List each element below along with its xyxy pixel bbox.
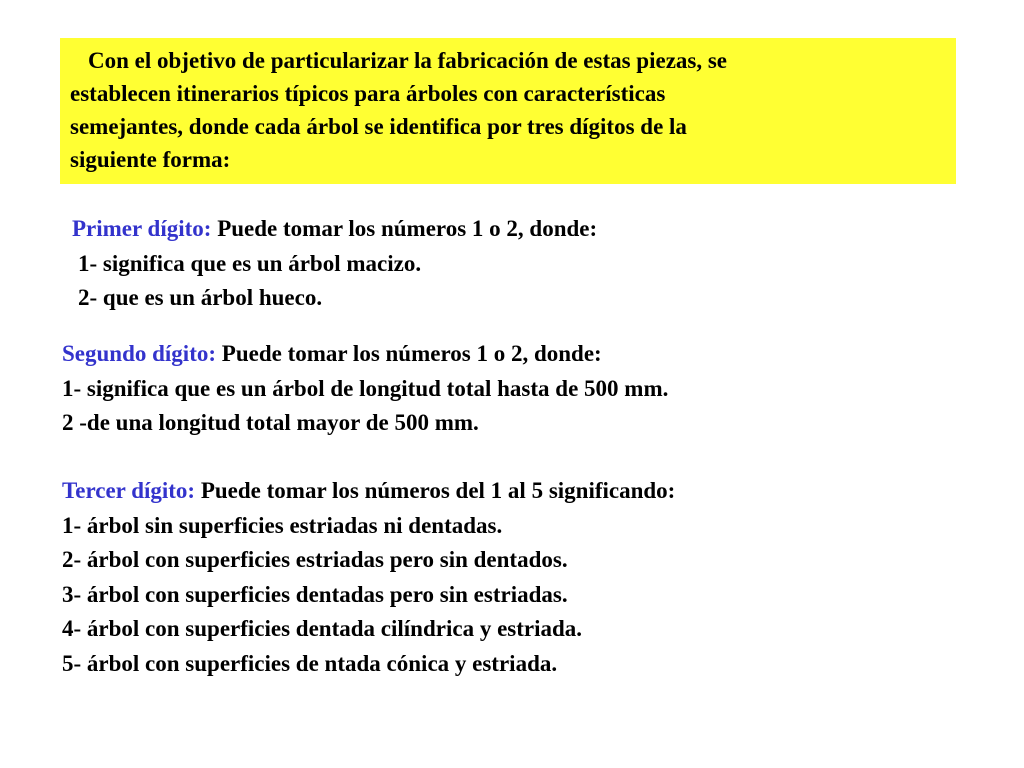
list-item: 3- árbol con superficies dentadas pero sin estriadas. (62, 581, 568, 607)
intro-line: semejantes, donde cada árbol se identifica por tres dígitos de la (70, 114, 687, 139)
intro-line: Con el objetivo de particularizar la fabricación de estas piezas, se (88, 48, 728, 73)
list-item: 2- que es un árbol hueco. (78, 285, 323, 310)
section-heading (62, 474, 675, 509)
list-item: 1- significa que es un árbol macizo. (78, 250, 422, 276)
first-digit-label: Primer dígito: (72, 216, 212, 241)
list-item: 4- árbol con superficies dentada cilíndrica y estriada. (62, 616, 583, 641)
list-item: 2 -de una longitud total mayor de 500 mm. (62, 410, 479, 435)
intro-highlight-box (60, 38, 956, 184)
second-digit-section (62, 337, 668, 441)
third-digit-section (62, 474, 675, 681)
section-heading (62, 337, 668, 372)
second-digit-description: Puede tomar los números 1 o 2, donde: (216, 341, 602, 366)
list-item: 2- árbol con superficies estriadas pero sin dentados. (62, 547, 568, 572)
first-digit-section (72, 212, 597, 316)
third-digit-description: Puede tomar los números del 1 al 5 significando: (195, 478, 676, 503)
list-item: 1- significa que es un árbol de longitud total hasta de 500 mm. (62, 375, 669, 401)
third-digit-label: Tercer dígito: (62, 478, 196, 503)
list-item: 1- árbol sin superficies estriadas ni dentadas. (62, 512, 503, 538)
list-item: 5- árbol con superficies de ntada cónica y estriada. (62, 650, 558, 676)
intro-line: establecen itinerarios típicos para árboles con características (70, 81, 666, 106)
section-heading (72, 212, 597, 247)
second-digit-label: Segundo dígito: (62, 341, 217, 366)
first-digit-description: Puede tomar los números 1 o 2, donde: (211, 216, 598, 241)
intro-line: siguiente forma: (70, 147, 231, 172)
